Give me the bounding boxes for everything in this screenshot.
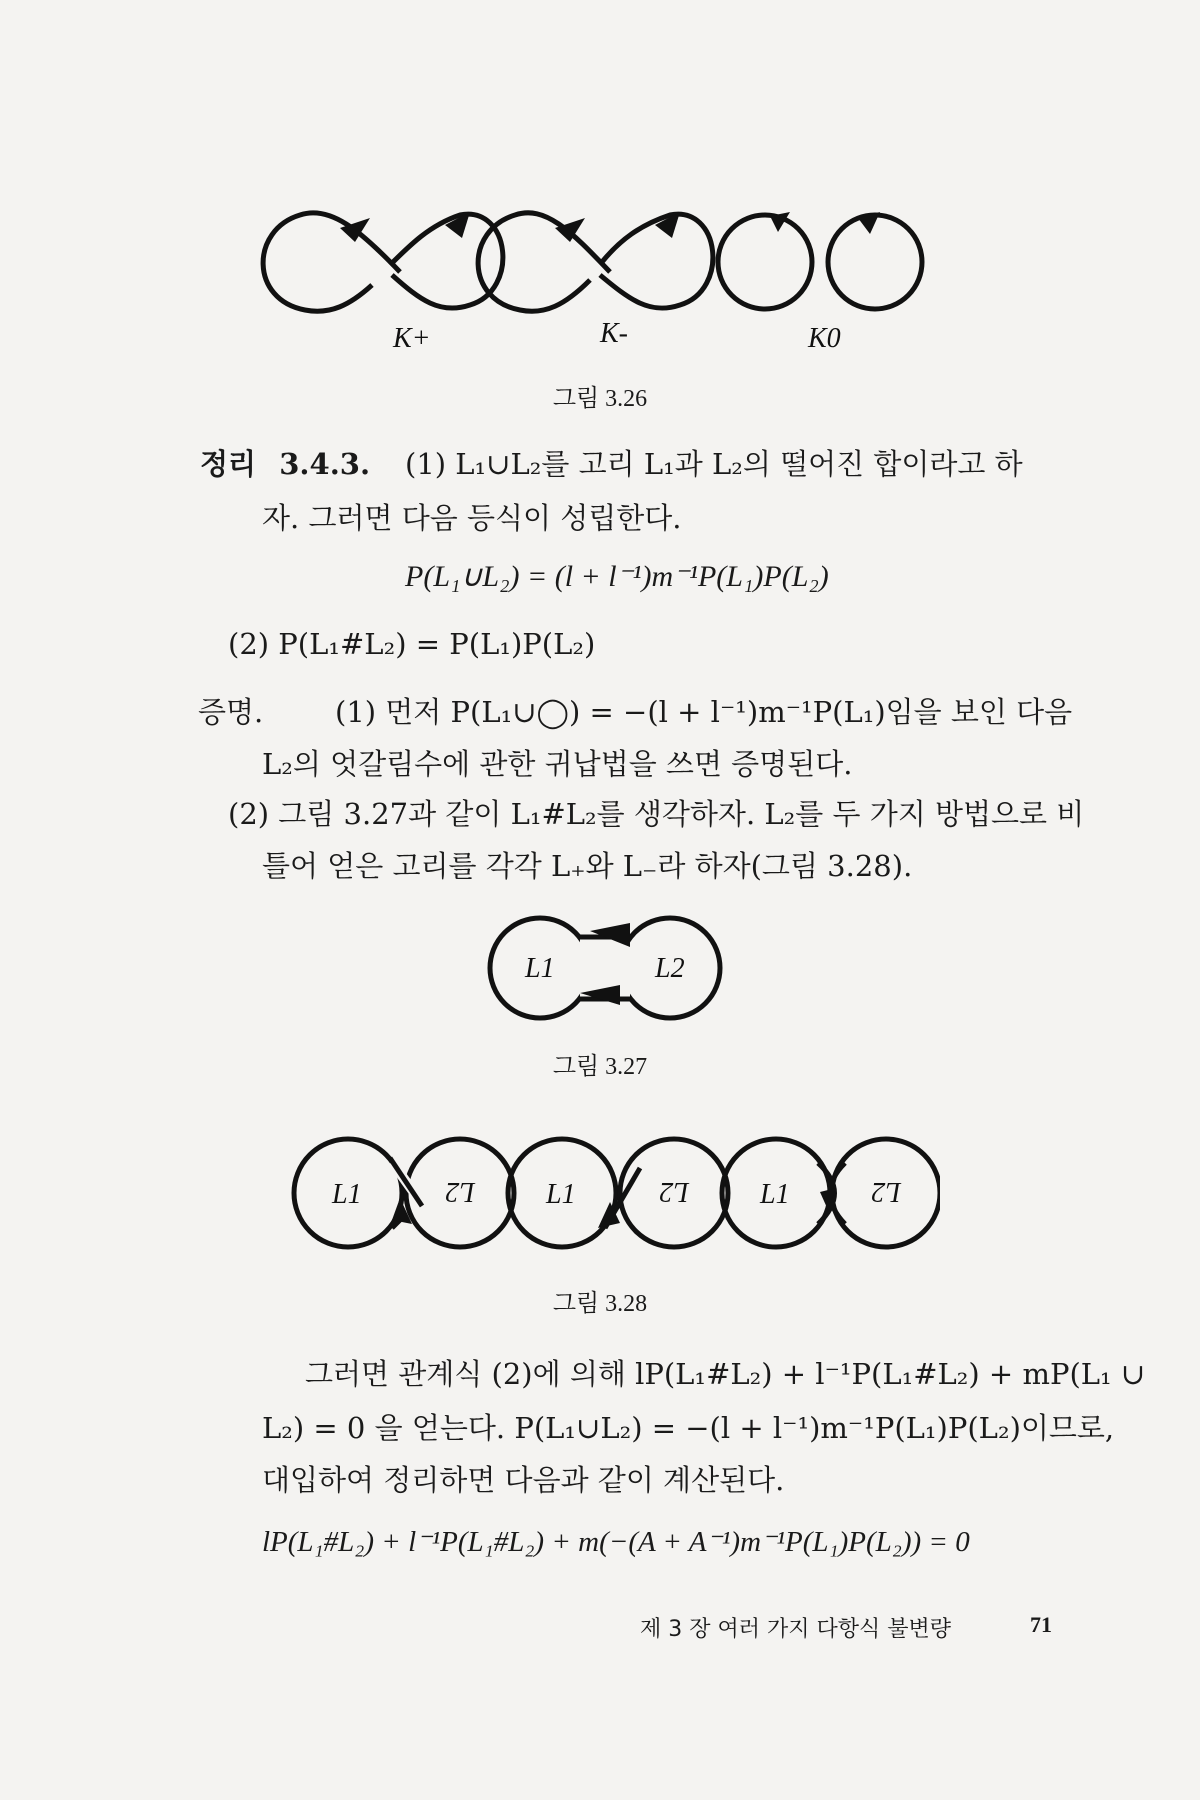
proof-line-3: (2) 그림 3.27과 같이 L₁#L₂를 생각하자. L₂를 두 가지 방법으로 비 xyxy=(228,797,1085,831)
label-l2-b: L2 xyxy=(659,1176,689,1207)
label-l1-a: L1 xyxy=(332,1179,362,1210)
figure-3-28-caption: 그림 3.28 xyxy=(552,1291,648,1317)
theorem-heading xyxy=(200,447,371,481)
k0-circle-left xyxy=(718,215,812,309)
label-l2-c: L2 xyxy=(871,1176,901,1207)
theorem-line-1: (1) L₁∪L₂를 고리 L₁과 L₂의 떨어진 합이라고 하 xyxy=(405,447,1023,481)
theorem-formula-1: P(L₁∪L₂) = (l + l⁻¹)m⁻¹P(L₁)P(L₂) xyxy=(405,560,829,593)
label-l1-c: L1 xyxy=(760,1179,790,1210)
running-footer: 제 3 장 여러 가지 다항식 불변량 xyxy=(640,1617,951,1642)
proof-heading: 증명. xyxy=(198,695,264,729)
label-l1: L1 xyxy=(525,953,555,984)
theorem-number: 3.4.3. xyxy=(279,447,371,481)
label-k-zero: K0 xyxy=(808,323,841,354)
k-plus-knot xyxy=(263,213,400,311)
label-l2: L2 xyxy=(655,953,685,984)
theorem-label: 정리 xyxy=(200,447,257,481)
figure-3-27 xyxy=(480,905,740,1035)
after-line-1: 그러면 관계식 (2)에 의해 lP(L₁#L₂) + l⁻¹P(L₁#L₂) + mP(L₁ ∪ xyxy=(305,1357,1146,1391)
after-formula: lP(L₁#L₂) + l⁻¹P(L₁#L₂) + m(−(A + A⁻¹)m⁻¹P(L₁)P(L₂)) = 0 xyxy=(262,1526,970,1558)
k-minus-knot xyxy=(478,213,610,311)
after-line-3: 대입하여 정리하면 다음과 같이 계산된다. xyxy=(262,1463,785,1497)
proof-line-2: L₂의 엇갈림수에 관한 귀납법을 쓰면 증명된다. xyxy=(262,747,853,781)
figure-3-27-caption: 그림 3.27 xyxy=(552,1054,648,1080)
figure-3-26 xyxy=(0,0,1200,380)
proof-line-1: (1) 먼저 P(L₁∪◯) = −(l + l⁻¹)m⁻¹P(L₁)임을 보인 다음 xyxy=(335,695,1073,729)
figure-3-28 xyxy=(280,1128,940,1258)
label-l1-b: L1 xyxy=(546,1179,576,1210)
proof-line-4: 틀어 얻은 고리를 각각 L₊와 L₋라 하자(그림 3.28). xyxy=(262,849,913,883)
theorem-part-2: (2) P(L₁#L₂) = P(L₁)P(L₂) xyxy=(228,627,596,661)
label-k-minus: K- xyxy=(600,318,628,349)
label-l2-a: L2 xyxy=(445,1176,475,1207)
page-number: 71 xyxy=(1030,1612,1052,1637)
figure-3-26-caption: 그림 3.26 xyxy=(552,386,648,412)
after-line-2: L₂) = 0 을 얻는다. P(L₁∪L₂) = −(l + l⁻¹)m⁻¹P(L₁)P(L₂)이므로, xyxy=(262,1411,1115,1445)
k0-circle-right xyxy=(828,215,922,309)
label-k-plus: K+ xyxy=(393,323,431,354)
theorem-line-2: 자. 그러면 다음 등식이 성립한다. xyxy=(262,501,682,535)
